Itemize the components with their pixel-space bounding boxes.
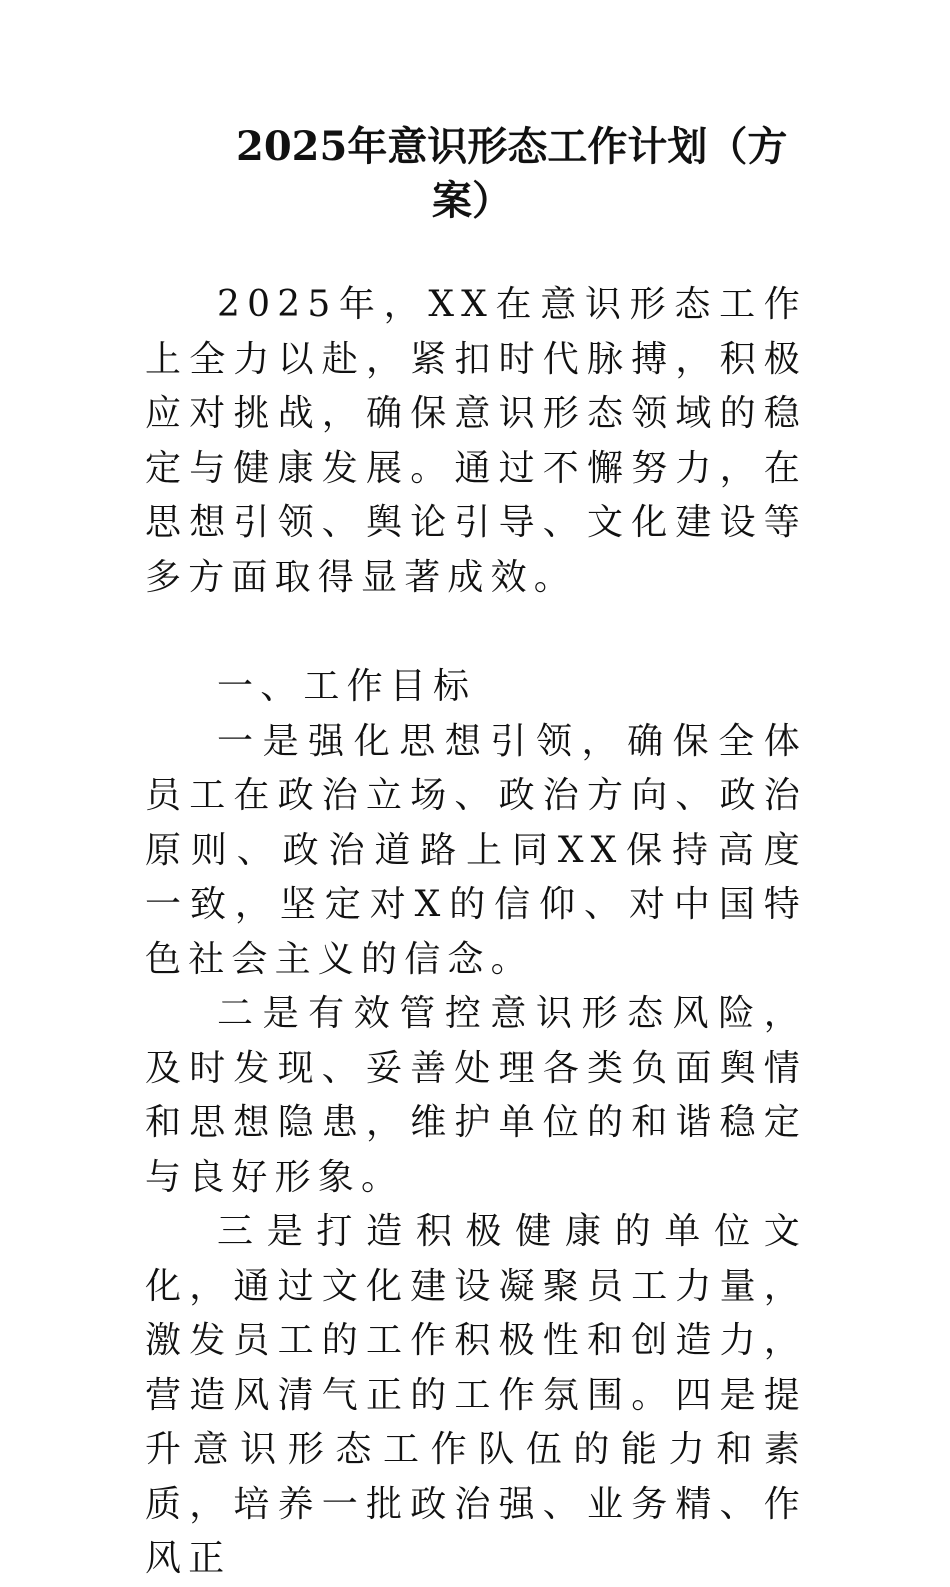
document-title [236, 120, 806, 228]
intro-paragraph: 2025年，XX在意识形态工作上全力以赴，紧扣时代脉搏，积极应对挑战，确保意识形态领域的稳定与健康发展。通过不懈努力，在思想引领、舆论引导、文化建设等多方面取得显著成效。 [145, 284, 807, 598]
title-line-2: 案） [432, 177, 512, 224]
section-heading-work-goals: 一、工作目标 [217, 666, 477, 707]
goal-paragraph-2: 二是有效管控意识形态风险，及时发现、妥善处理各类负面舆情和思想隐患，维护单位的和谐稳定与良好形象。 [145, 993, 807, 1198]
goal-paragraph-1: 一是强化思想引领，确保全体员工在政治立场、政治方向、政治原则、政治道路上同XX保持高度一致，坚定对X的信仰、对中国特色社会主义的信念。 [145, 720, 807, 980]
goal-paragraph-3: 三是打造积极健康的单位文化，通过文化建设凝聚员工力量，激发员工的工作积极性和创造力，营造风清气正的工作氛围。四是提升意识形态工作队伍的能力和素质，培养一批政治强、业务精、作风正 [145, 1211, 807, 1579]
title-line-1: 2025年意识形态工作计划（方 [236, 123, 788, 170]
document-body [145, 278, 807, 1587]
